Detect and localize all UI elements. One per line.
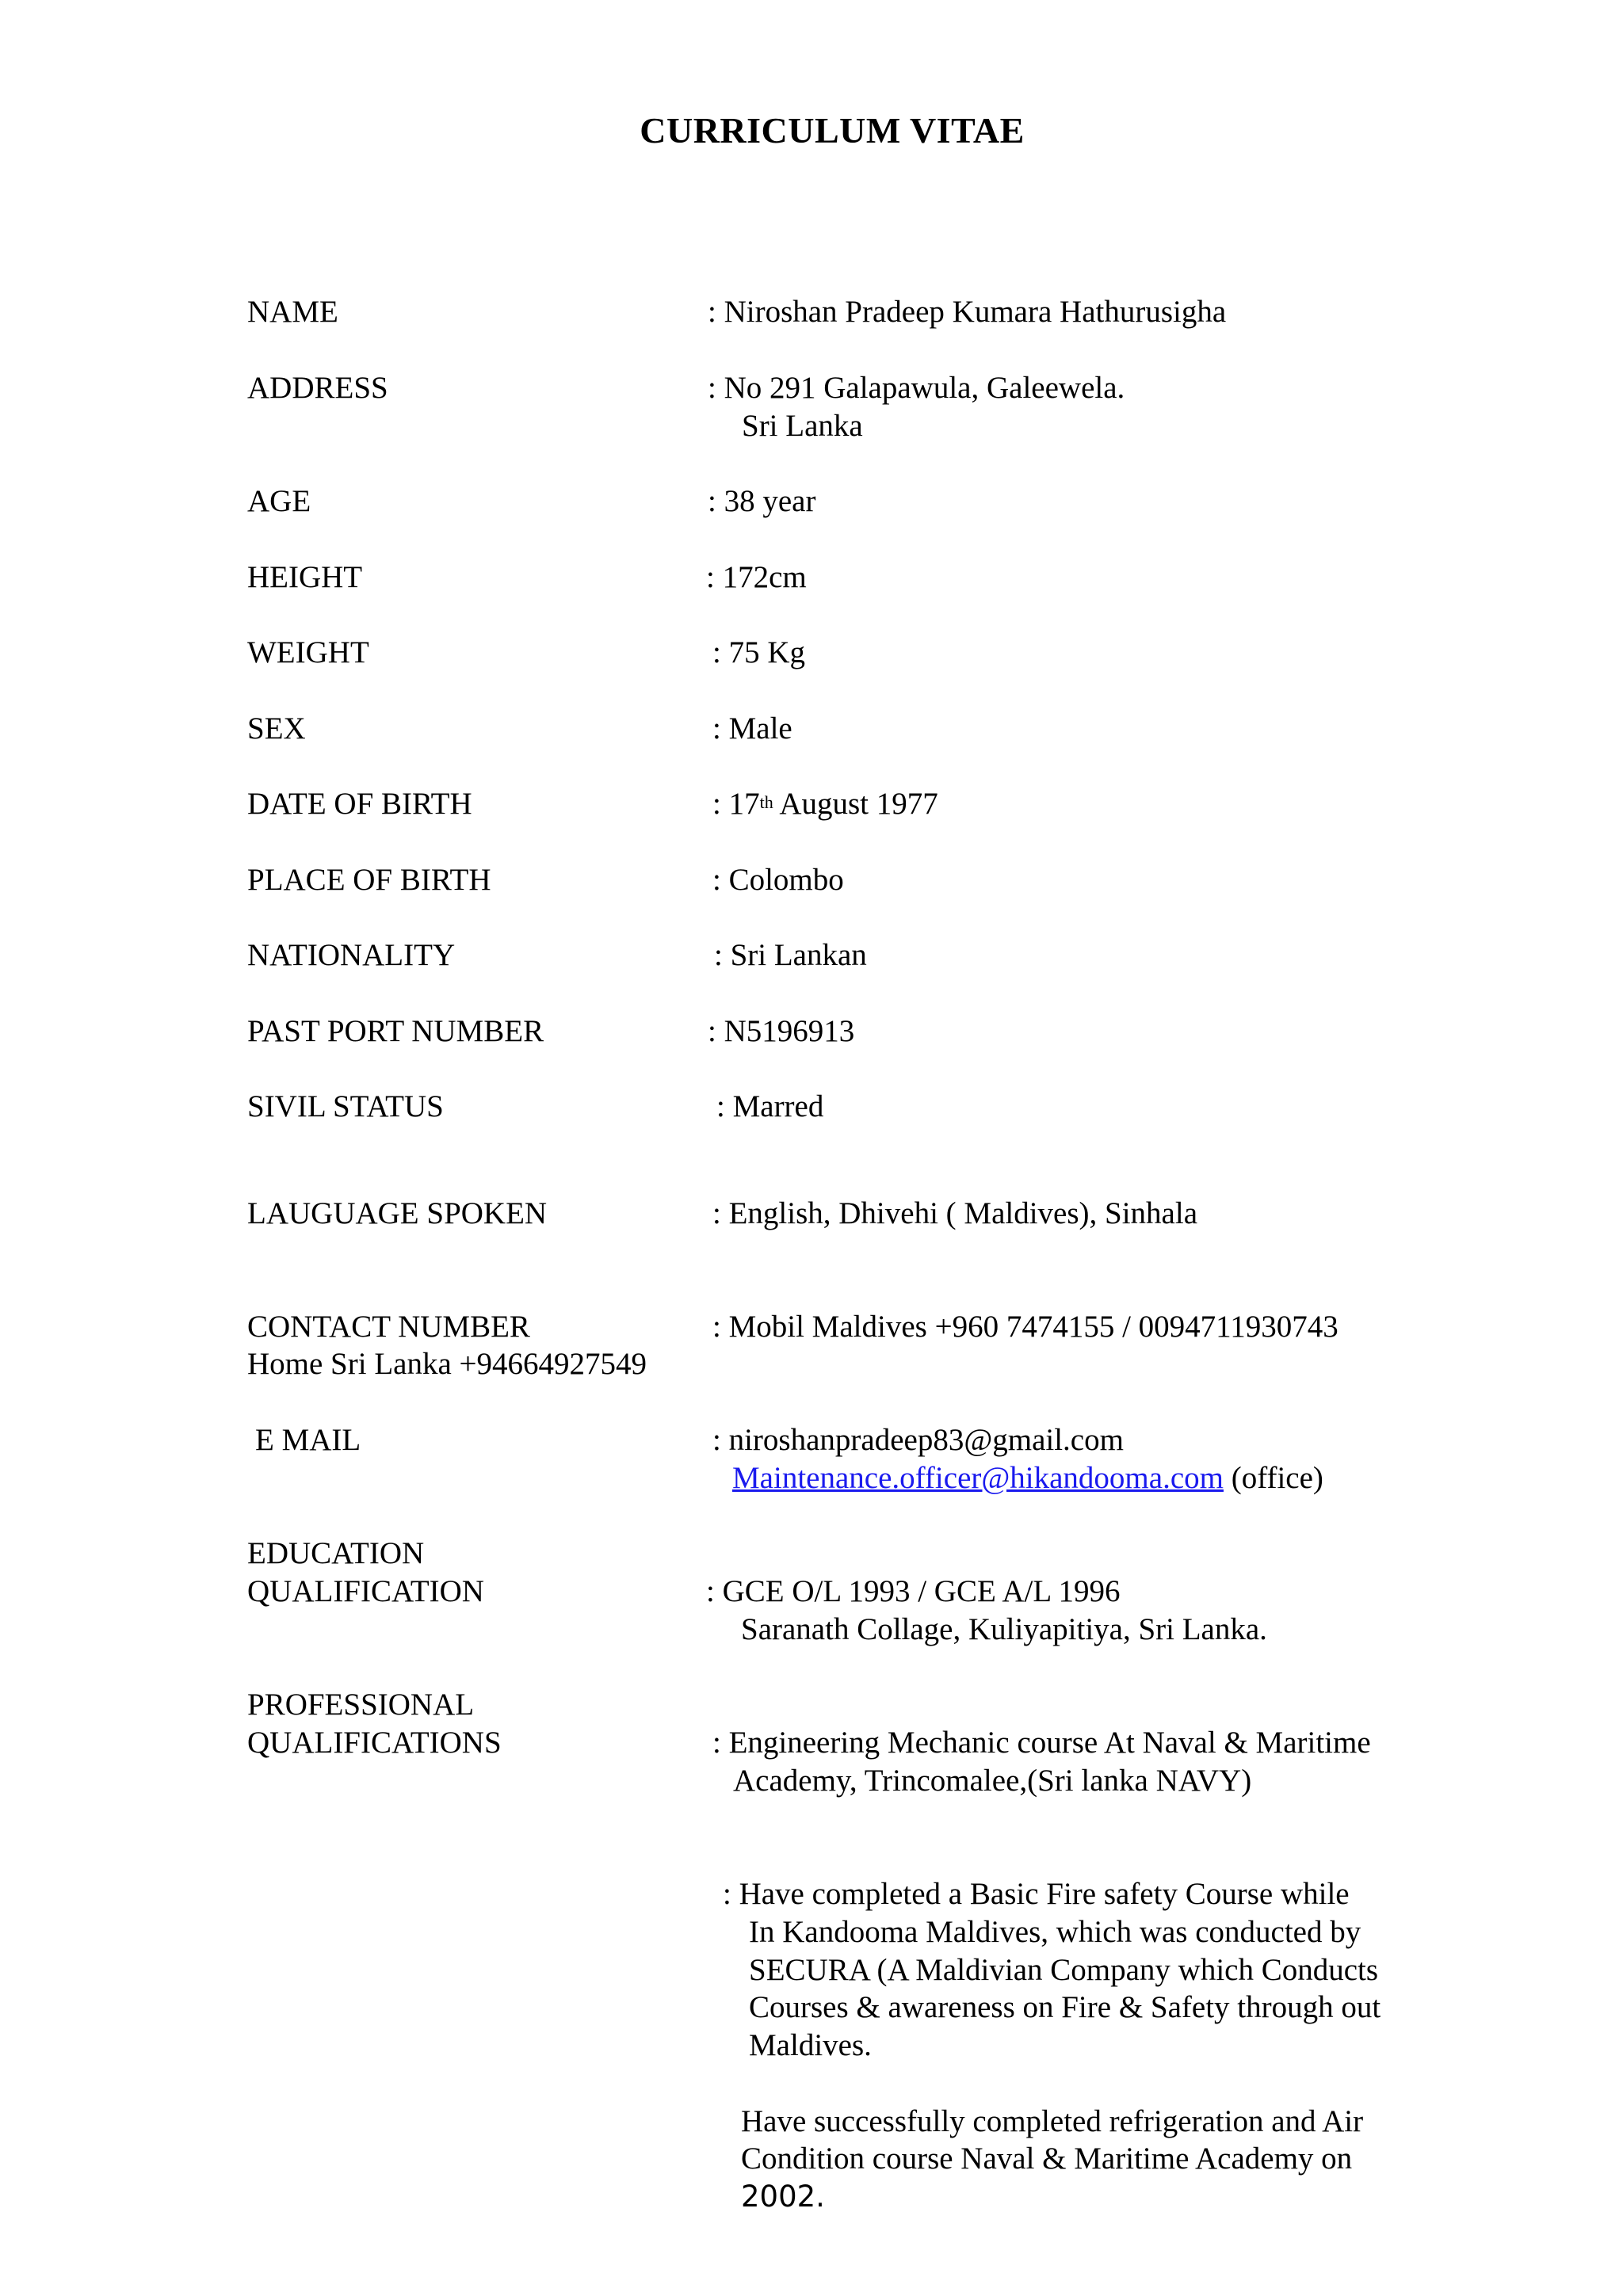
civil-status-value: : Marred (716, 1089, 824, 1123)
professional-item2-line3: SECURA (A Maldivian Company which Conducts (749, 1953, 1379, 1987)
page-title: CURRICULUM VITAE (640, 110, 1025, 151)
email-personal: : niroshanpradeep83@gmail.com (712, 1423, 1124, 1457)
professional-item2-line4: Courses & awareness on Fire & Safety through out (749, 1990, 1381, 2024)
weight-label: WEIGHT (247, 635, 369, 669)
professional-item3-line2: Condition course Naval & Maritime Academy on (741, 2142, 1353, 2176)
professional-item1-line2: Academy, Trincomalee,(Sri lanka NAVY) (733, 1764, 1252, 1798)
sex-value: : Male (712, 711, 792, 746)
nationality-value: : Sri Lankan (714, 938, 867, 972)
passport-value: : N5196913 (708, 1014, 855, 1048)
professional-item3-line3: 2002. (741, 2180, 825, 2214)
pob-value: : Colombo (712, 863, 844, 897)
education-line1: : GCE O/L 1993 / GCE A/L 1996 (706, 1574, 1121, 1608)
name-value: : Niroshan Pradeep Kumara Hathurusigha (708, 295, 1227, 329)
age-label: AGE (247, 484, 311, 518)
dob-label: DATE OF BIRTH (247, 787, 472, 821)
contact-label: CONTACT NUMBER (247, 1310, 530, 1344)
education-line2: Saranath Collage, Kuliyapitiya, Sri Lanka. (741, 1612, 1267, 1646)
passport-label: PAST PORT NUMBER (247, 1014, 544, 1048)
height-label: HEIGHT (247, 560, 363, 594)
professional-item2-line5: Maldives. (749, 2028, 872, 2062)
pob-label: PLACE OF BIRTH (247, 863, 491, 897)
nationality-label: NATIONALITY (247, 938, 456, 972)
professional-item1-line1: : Engineering Mechanic course At Naval & Maritime (712, 1726, 1371, 1760)
dob-value: : 17th August 1977 (712, 787, 938, 821)
address-line2: Sri Lanka (742, 409, 863, 443)
email-office: Maintenance.officer@hikandooma.com (office) (732, 1461, 1323, 1495)
professional-label-2: QUALIFICATIONS (247, 1726, 502, 1760)
language-label: LAUGUAGE SPOKEN (247, 1196, 548, 1230)
education-label-2: QUALIFICATION (247, 1574, 484, 1608)
language-value: : English, Dhivehi ( Maldives), Sinhala (712, 1196, 1198, 1230)
professional-item2-line1: : Have completed a Basic Fire safety Course while (723, 1877, 1350, 1911)
age-value: : 38 year (708, 484, 816, 518)
email-label: E MAIL (255, 1423, 361, 1457)
weight-value: : 75 Kg (712, 635, 805, 669)
height-value: : 172cm (706, 560, 807, 594)
civil-status-label: SIVIL STATUS (247, 1089, 444, 1123)
contact-home: Home Sri Lanka +94664927549 (247, 1347, 647, 1381)
office-email-link[interactable]: Maintenance.officer@hikandooma.com (732, 1461, 1224, 1495)
professional-item2-line2: In Kandooma Maldives, which was conducted by (749, 1915, 1361, 1949)
address-line1: : No 291 Galapawula, Galeewela. (708, 371, 1125, 405)
professional-item3-line1: Have successfully completed refrigeration and Air (741, 2104, 1364, 2138)
dob-superscript: th (759, 792, 773, 812)
address-label: ADDRESS (247, 371, 388, 405)
contact-value: : Mobil Maldives +960 7474155 / 0094711930743 (712, 1310, 1338, 1344)
education-label-1: EDUCATION (247, 1536, 425, 1570)
sex-label: SEX (247, 711, 306, 746)
professional-label-1: PROFESSIONAL (247, 1688, 475, 1722)
name-label: NAME (247, 295, 338, 329)
